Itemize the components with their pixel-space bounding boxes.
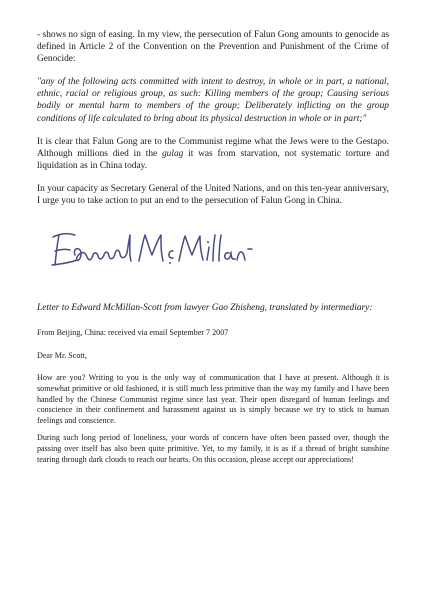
- paragraph-gestapo-comparison: [37, 136, 389, 172]
- paragraph-genocide-definition: - shows no sign of easing. In my view, the persecution of Falun Gong amounts to genocide as defined in Article 2 of the Convention on the Prevention and Punishment of the Crime of Genocide:: [37, 30, 389, 65]
- paragraph-un-appeal: In your capacity as Secretary General of the United Nations, and on this ten-year anniversary, I urge you to take action to put an end to the persecution of Falun Gong in China.: [37, 183, 389, 207]
- letter-paragraph-1: How are you? Writing to you is the only way of communication that I have at present. Although it is somewhat primitive or old fashioned, it is still much less primitive than the way my family and I have been handled by the Chinese Communist regime since last year. Their open disregard of human feelings and conscience in their confinement and harassment against us is simply because we try to stick to human feelings and conscience.: [37, 373, 389, 425]
- handwritten-signature: [47, 227, 257, 271]
- document-page: [37, 29, 389, 465]
- letter-paragraph-2: During such long period of loneliness, your words of concern have often been passed over, though the passing over itself has also been quite primitive. Yet, to my family, it is as if a thread of bright sunshine tearing through dark clouds to reach our hearts. On this occasion, please accept our appreciations!: [37, 433, 389, 464]
- gulag-italic-word: gulag: [161, 148, 184, 159]
- letter-from-line: From Beijing, China: received via email September 7 2007: [37, 328, 229, 338]
- letter-title: Letter to Edward McMillan-Scott from lawyer Gao Zhisheng, translated by intermediary:: [37, 303, 373, 314]
- paragraph-gestapo-text-start: It is clear that Falun Gong are to the Communist regime what the Jews were to the Gestapo. Although millions died in the: [37, 136, 389, 159]
- genocide-convention-quote: "any of the following acts committed with intent to destroy, in whole or in part, a national, ethnic, racial or religious group, as such: Killing members of the group; Causing serious bodily or mental harm to members of the group; Deliberately inflicting on the group conditions of life calculated to bring about its physical destruction in whole or in part;": [37, 77, 389, 124]
- paragraph-gestapo-text-end: it was from starvation, not systematic torture and liquidation as in China today.: [37, 148, 390, 171]
- letter-salutation: Dear Mr. Scott,: [37, 350, 87, 360]
